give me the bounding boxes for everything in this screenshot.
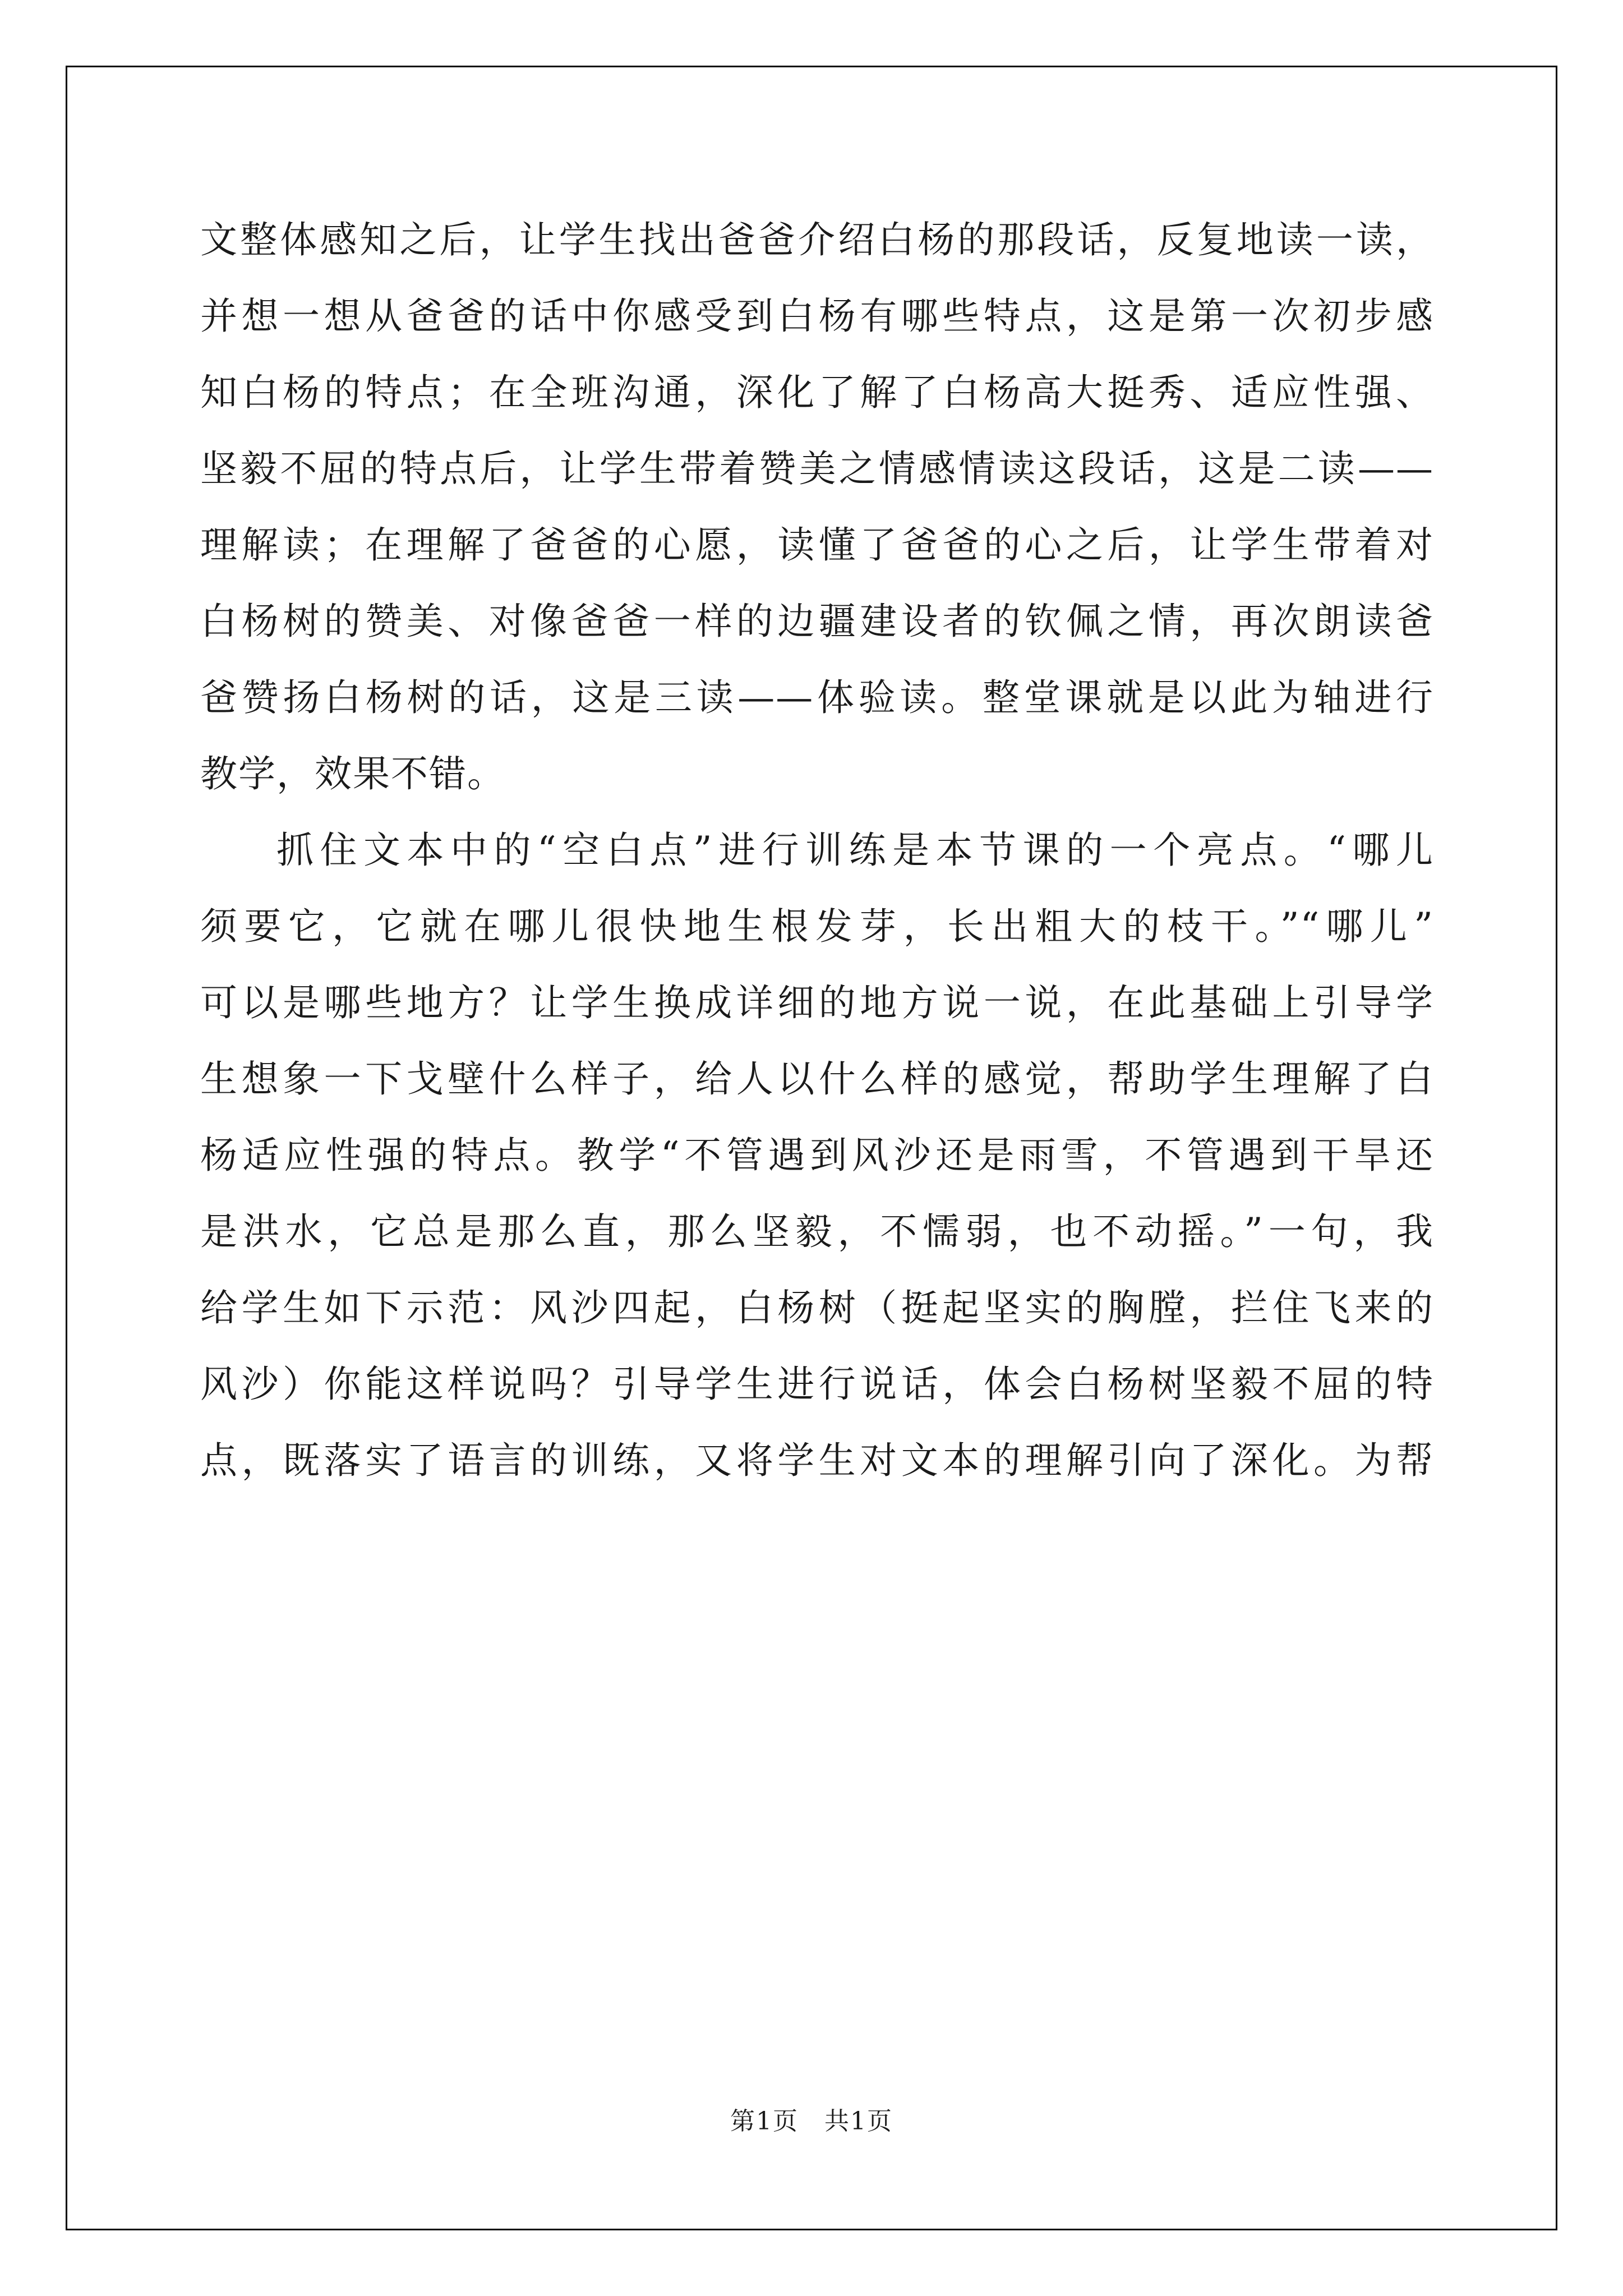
text-line: 可以是哪些地方？让学生换成详细的地方说一说，在此基础上引导学 [200, 981, 1434, 1024]
text-line: 生想象一下戈壁什么样子，给人以什么样的感觉，帮助学生理解了白 [200, 1057, 1434, 1101]
text-line: 知白杨的特点；在全班沟通，深化了解了白杨高大挺秀、适应性强、 [200, 371, 1434, 414]
text-line: 抓住文本中的“空白点”进行训练是本节课的一个亮点。“哪儿 [276, 829, 1434, 872]
text-line: 是洪水，它总是那么直，那么坚毅，不懦弱，也不动摇。”一句，我 [200, 1210, 1434, 1253]
text-line: 理解读；在理解了爸爸的心愿，读懂了爸爸的心之后，让学生带着对 [200, 523, 1434, 567]
document-body [200, 202, 1434, 1499]
paragraph-1 [200, 202, 1434, 812]
text-line: 文整体感知之后，让学生找出爸爸介绍白杨的那段话，反复地读一读， [200, 218, 1434, 261]
text-line: 教学，效果不错。 [200, 752, 505, 795]
text-line: 给学生如下示范：风沙四起，白杨树（挺起坚实的胸膛，拦住飞来的 [200, 1286, 1434, 1329]
text-line: 杨适应性强的特点。教学“不管遇到风沙还是雨雪，不管遇到干旱还 [200, 1134, 1434, 1177]
text-line: 坚毅不屈的特点后，让学生带着赞美之情感情读这段话，这是二读—— [200, 447, 1434, 490]
text-line: 风沙）你能这样说吗？引导学生进行说话，体会白杨树坚毅不屈的特 [200, 1363, 1434, 1406]
text-line: 须要它，它就在哪儿很快地生根发芽，长出粗大的枝干。”“哪儿” [200, 905, 1434, 948]
text-line: 并想一想从爸爸的话中你感受到白杨有哪些特点，这是第一次初步感 [200, 295, 1434, 338]
text-line: 点，既落实了语言的训练，又将学生对文本的理解引向了深化。为帮 [200, 1439, 1434, 1482]
text-line: 白杨树的赞美、对像爸爸一样的边疆建设者的钦佩之情，再次朗读爸 [200, 600, 1434, 643]
paragraph-2 [200, 812, 1434, 1499]
page-number-footer: 第1页 共1页 [730, 2107, 893, 2136]
text-line: 爸赞扬白杨树的话，这是三读——体验读。整堂课就是以此为轴进行 [200, 676, 1434, 719]
